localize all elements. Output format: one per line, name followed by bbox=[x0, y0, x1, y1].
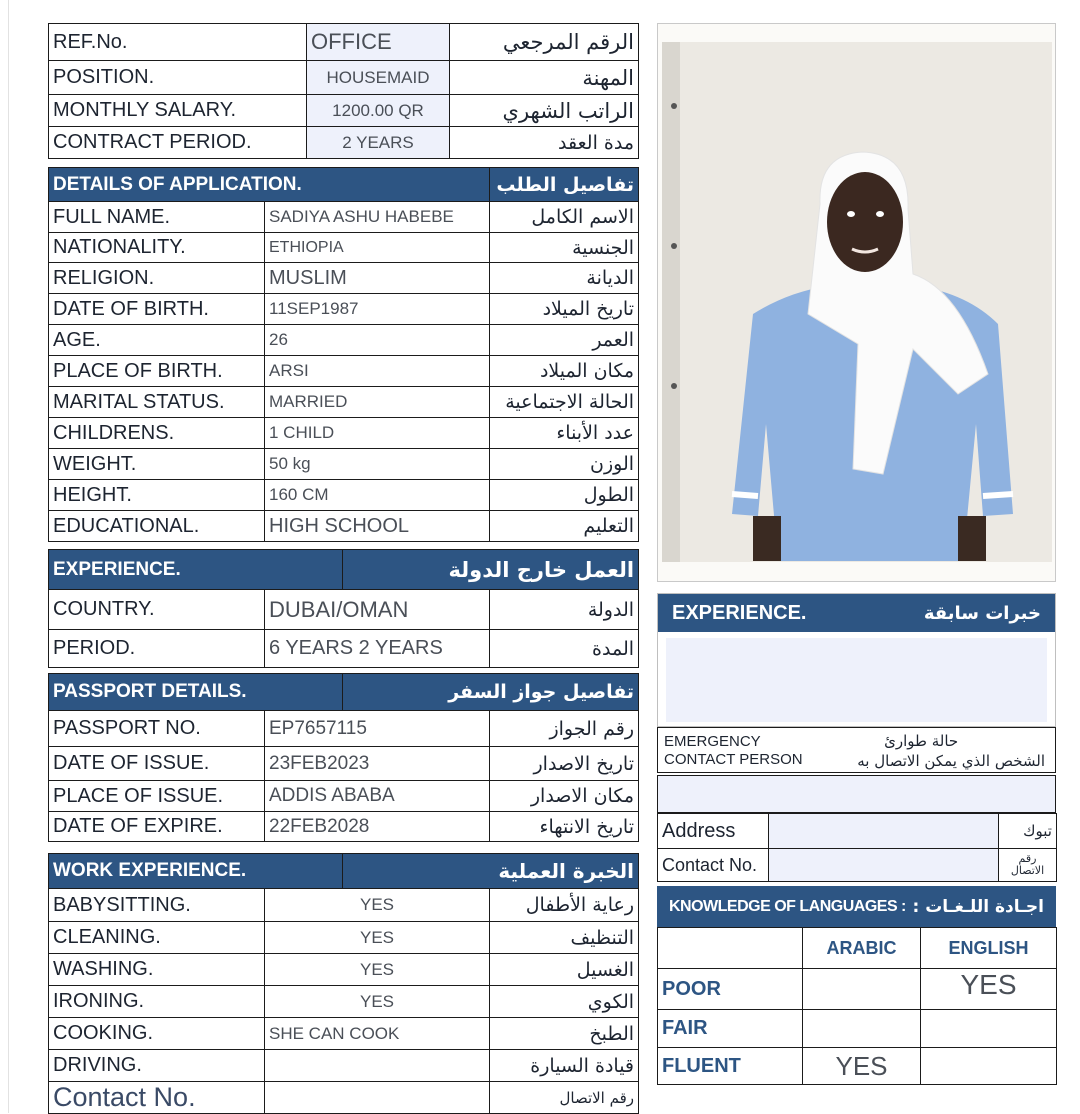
emergency-contact-field[interactable] bbox=[657, 775, 1056, 813]
position-label: POSITION. bbox=[49, 61, 307, 95]
languages-table bbox=[657, 927, 1057, 1085]
emergency-label-ar-line-2: الشخص الذي يمكن الاتصال به bbox=[857, 752, 1045, 770]
expiry-date-label-ar: تاريخ الانتهاء bbox=[490, 812, 639, 842]
cooking-label: COOKING. bbox=[49, 1018, 265, 1050]
salary-label-ar: الراتب الشهري bbox=[450, 95, 639, 127]
table-row bbox=[658, 928, 1057, 969]
contact-label-ar-line-2: الاتصال bbox=[1010, 864, 1045, 877]
place-of-birth-label-ar: مكان الميلاد bbox=[490, 356, 639, 387]
work-header: WORK EXPERIENCE. bbox=[49, 854, 343, 889]
expiry-date-value: 22FEB2028 bbox=[265, 812, 490, 842]
period-value: 6 YEARS 2 YEARS bbox=[265, 630, 490, 668]
contract-period-label-ar: مدة العقد bbox=[450, 127, 639, 159]
ironing-value: YES bbox=[265, 986, 490, 1018]
weight-label: WEIGHT. bbox=[49, 449, 265, 480]
height-label-ar: الطول bbox=[490, 480, 639, 511]
section-header bbox=[49, 854, 639, 889]
languages-title-ar: اجـادة اللـغـات : bbox=[912, 896, 1044, 917]
previous-experience-content bbox=[666, 638, 1047, 722]
cleaning-label: CLEANING. bbox=[49, 922, 265, 954]
washing-value: YES bbox=[265, 954, 490, 986]
details-header-ar: تفاصيل الطلب bbox=[490, 168, 639, 202]
poor-label: POOR bbox=[658, 969, 803, 1010]
fair-english-value bbox=[921, 1010, 1057, 1048]
emergency-label-line-1: EMERGENCY bbox=[664, 733, 761, 750]
babysitting-label: BABYSITTING. bbox=[49, 889, 265, 922]
country-label: COUNTRY. bbox=[49, 590, 265, 630]
ref-value: OFFICE bbox=[307, 24, 450, 61]
period-label: PERIOD. bbox=[49, 630, 265, 668]
table-row bbox=[658, 1048, 1057, 1085]
section-header bbox=[49, 674, 639, 711]
passport-header: PASSPORT DETAILS. bbox=[49, 674, 343, 711]
expiry-date-label: DATE OF EXPIRE. bbox=[49, 812, 265, 842]
previous-experience-title: EXPERIENCE. bbox=[672, 601, 807, 624]
education-value: HIGH SCHOOL bbox=[265, 511, 490, 542]
previous-experience-header bbox=[658, 594, 1055, 632]
table-row bbox=[49, 202, 639, 233]
country-label-ar: الدولة bbox=[490, 590, 639, 630]
issue-place-value: ADDIS ABABA bbox=[265, 781, 490, 812]
marital-status-value: MARRIED bbox=[265, 387, 490, 418]
table-row bbox=[49, 356, 639, 387]
marital-status-label-ar: الحالة الاجتماعية bbox=[490, 387, 639, 418]
address-label-ar: تبوك bbox=[999, 814, 1057, 849]
passport-details-table bbox=[48, 673, 639, 842]
table-row bbox=[49, 1018, 639, 1050]
contact-label-ar-line-1: رقم bbox=[1018, 852, 1037, 865]
table-row bbox=[658, 849, 1057, 882]
babysitting-value: YES bbox=[265, 889, 490, 922]
experience-header: EXPERIENCE. bbox=[49, 550, 343, 590]
emergency-contact-box bbox=[657, 727, 1056, 773]
cleaning-label-ar: التنظيف bbox=[490, 922, 639, 954]
applicant-photo bbox=[658, 24, 1055, 581]
table-row bbox=[49, 630, 639, 668]
ironing-label: IRONING. bbox=[49, 986, 265, 1018]
table-row bbox=[49, 711, 639, 747]
full-name-value: SADIYA ASHU HABEBE bbox=[265, 202, 490, 233]
table-row bbox=[49, 294, 639, 325]
place-of-birth-value: ARSI bbox=[265, 356, 490, 387]
table-row bbox=[49, 781, 639, 812]
table-row bbox=[49, 61, 639, 95]
issue-place-label-ar: مكان الاصدار bbox=[490, 781, 639, 812]
previous-experience-title-ar: خبرات سابقة bbox=[923, 602, 1041, 624]
contract-period-label: CONTRACT PERIOD. bbox=[49, 127, 307, 159]
babysitting-label-ar: رعاية الأطفال bbox=[490, 889, 639, 922]
arabic-column-header: ARABIC bbox=[803, 928, 921, 969]
experience-header-ar: العمل خارج الدولة bbox=[343, 550, 639, 590]
issue-date-value: 23FEB2023 bbox=[265, 747, 490, 781]
poor-arabic-value bbox=[803, 969, 921, 1010]
contact-no-value bbox=[265, 1082, 490, 1114]
full-name-label: FULL NAME. bbox=[49, 202, 265, 233]
position-label-ar: المهنة bbox=[450, 61, 639, 95]
table-row bbox=[49, 480, 639, 511]
experience-abroad-table bbox=[48, 549, 639, 668]
english-column-header: ENGLISH bbox=[921, 928, 1057, 969]
dob-label-ar: تاريخ الميلاد bbox=[490, 294, 639, 325]
emergency-label-line-2: CONTACT PERSON bbox=[664, 751, 803, 768]
religion-label: RELIGION. bbox=[49, 263, 265, 294]
driving-value bbox=[265, 1050, 490, 1082]
salary-value: 1200.00 QR bbox=[307, 95, 450, 127]
work-experience-table bbox=[48, 853, 639, 1114]
table-row bbox=[658, 814, 1057, 849]
application-details-table bbox=[48, 167, 639, 542]
table-row bbox=[49, 954, 639, 986]
emergency-label-ar bbox=[857, 731, 1045, 771]
height-value: 160 CM bbox=[265, 480, 490, 511]
education-label-ar: التعليم bbox=[490, 511, 639, 542]
passport-no-value: EP7657115 bbox=[265, 711, 490, 747]
table-row bbox=[658, 1010, 1057, 1048]
full-name-label-ar: الاسم الكامل bbox=[490, 202, 639, 233]
passport-header-ar: تفاصيل جواز السفر bbox=[343, 674, 639, 711]
dob-label: DATE OF BIRTH. bbox=[49, 294, 265, 325]
issue-place-label: PLACE OF ISSUE. bbox=[49, 781, 265, 812]
religion-value: MUSLIM bbox=[265, 263, 490, 294]
ironing-label-ar: الكوي bbox=[490, 986, 639, 1018]
dob-value: 11SEP1987 bbox=[265, 294, 490, 325]
nationality-value: ETHIOPIA bbox=[265, 233, 490, 263]
languages-corner bbox=[658, 928, 803, 969]
address-label: Address bbox=[658, 814, 769, 849]
contact-no-label: Contact No. bbox=[49, 1082, 265, 1114]
height-label: HEIGHT. bbox=[49, 480, 265, 511]
education-label: EDUCATIONAL. bbox=[49, 511, 265, 542]
contract-period-value: 2 YEARS bbox=[307, 127, 450, 159]
page-edge bbox=[8, 0, 9, 1113]
section-header bbox=[49, 168, 639, 202]
weight-value: 50 kg bbox=[265, 449, 490, 480]
contact-field[interactable] bbox=[769, 849, 999, 882]
fluent-arabic-value: YES bbox=[803, 1048, 921, 1085]
table-row bbox=[49, 387, 639, 418]
washing-label: WASHING. bbox=[49, 954, 265, 986]
applicant-photo-frame bbox=[657, 23, 1056, 582]
table-row bbox=[49, 889, 639, 922]
ref-label-ar: الرقم المرجعي bbox=[450, 24, 639, 61]
section-header bbox=[49, 550, 639, 590]
fair-label: FAIR bbox=[658, 1010, 803, 1048]
period-label-ar: المدة bbox=[490, 630, 639, 668]
driving-label: DRIVING. bbox=[49, 1050, 265, 1082]
driving-label-ar: قيادة السيارة bbox=[490, 1050, 639, 1082]
passport-no-label-ar: رقم الجواز bbox=[490, 711, 639, 747]
fluent-label: FLUENT bbox=[658, 1048, 803, 1085]
children-label-ar: عدد الأبناء bbox=[490, 418, 639, 449]
children-label: CHILDRENS. bbox=[49, 418, 265, 449]
cooking-value: SHE CAN COOK bbox=[265, 1018, 490, 1050]
table-row bbox=[49, 263, 639, 294]
languages-title: KNOWLEDGE OF LANGUAGES : bbox=[669, 897, 906, 915]
nationality-label: NATIONALITY. bbox=[49, 233, 265, 263]
table-row bbox=[49, 1082, 639, 1114]
table-row bbox=[49, 590, 639, 630]
washing-label-ar: الغسيل bbox=[490, 954, 639, 986]
weight-label-ar: الوزن bbox=[490, 449, 639, 480]
address-field[interactable] bbox=[769, 814, 999, 849]
table-row bbox=[49, 325, 639, 356]
contact-label: Contact No. bbox=[658, 849, 769, 882]
age-label-ar: العمر bbox=[490, 325, 639, 356]
table-row bbox=[49, 922, 639, 954]
table-row bbox=[49, 812, 639, 842]
poor-english-value: YES bbox=[921, 969, 1057, 1010]
marital-status-label: MARITAL STATUS. bbox=[49, 387, 265, 418]
salary-label: MONTHLY SALARY. bbox=[49, 95, 307, 127]
passport-no-label: PASSPORT NO. bbox=[49, 711, 265, 747]
contact-label-ar bbox=[999, 849, 1057, 882]
fair-arabic-value bbox=[803, 1010, 921, 1048]
table-row bbox=[49, 127, 639, 159]
religion-label-ar: الديانة bbox=[490, 263, 639, 294]
contact-no-label-ar: رقم الاتصال bbox=[490, 1082, 639, 1114]
details-header: DETAILS OF APPLICATION. bbox=[49, 168, 490, 202]
contact-table bbox=[657, 813, 1057, 882]
table-row bbox=[49, 986, 639, 1018]
table-row bbox=[49, 449, 639, 480]
table-row bbox=[49, 1050, 639, 1082]
table-row bbox=[49, 511, 639, 542]
contract-summary-table bbox=[48, 23, 639, 159]
languages-header bbox=[657, 886, 1056, 927]
country-value: DUBAI/OMAN bbox=[265, 590, 490, 630]
issue-date-label: DATE OF ISSUE. bbox=[49, 747, 265, 781]
emergency-label-ar-line-1: حالة طوارئ bbox=[884, 732, 959, 750]
fluent-english-value bbox=[921, 1048, 1057, 1085]
ref-label: REF.No. bbox=[49, 24, 307, 61]
table-row bbox=[49, 95, 639, 127]
issue-date-label-ar: تاريخ الاصدار bbox=[490, 747, 639, 781]
position-value: HOUSEMAID bbox=[307, 61, 450, 95]
table-row bbox=[49, 747, 639, 781]
emergency-label-en bbox=[664, 733, 803, 769]
table-row bbox=[49, 24, 639, 61]
table-row bbox=[658, 969, 1057, 1010]
place-of-birth-label: PLACE OF BIRTH. bbox=[49, 356, 265, 387]
previous-experience-box bbox=[657, 593, 1056, 727]
table-row bbox=[49, 233, 639, 263]
cooking-label-ar: الطبخ bbox=[490, 1018, 639, 1050]
age-value: 26 bbox=[265, 325, 490, 356]
cleaning-value: YES bbox=[265, 922, 490, 954]
nationality-label-ar: الجنسية bbox=[490, 233, 639, 263]
work-header-ar: الخبرة العملية bbox=[343, 854, 639, 889]
table-row bbox=[49, 418, 639, 449]
children-value: 1 CHILD bbox=[265, 418, 490, 449]
age-label: AGE. bbox=[49, 325, 265, 356]
